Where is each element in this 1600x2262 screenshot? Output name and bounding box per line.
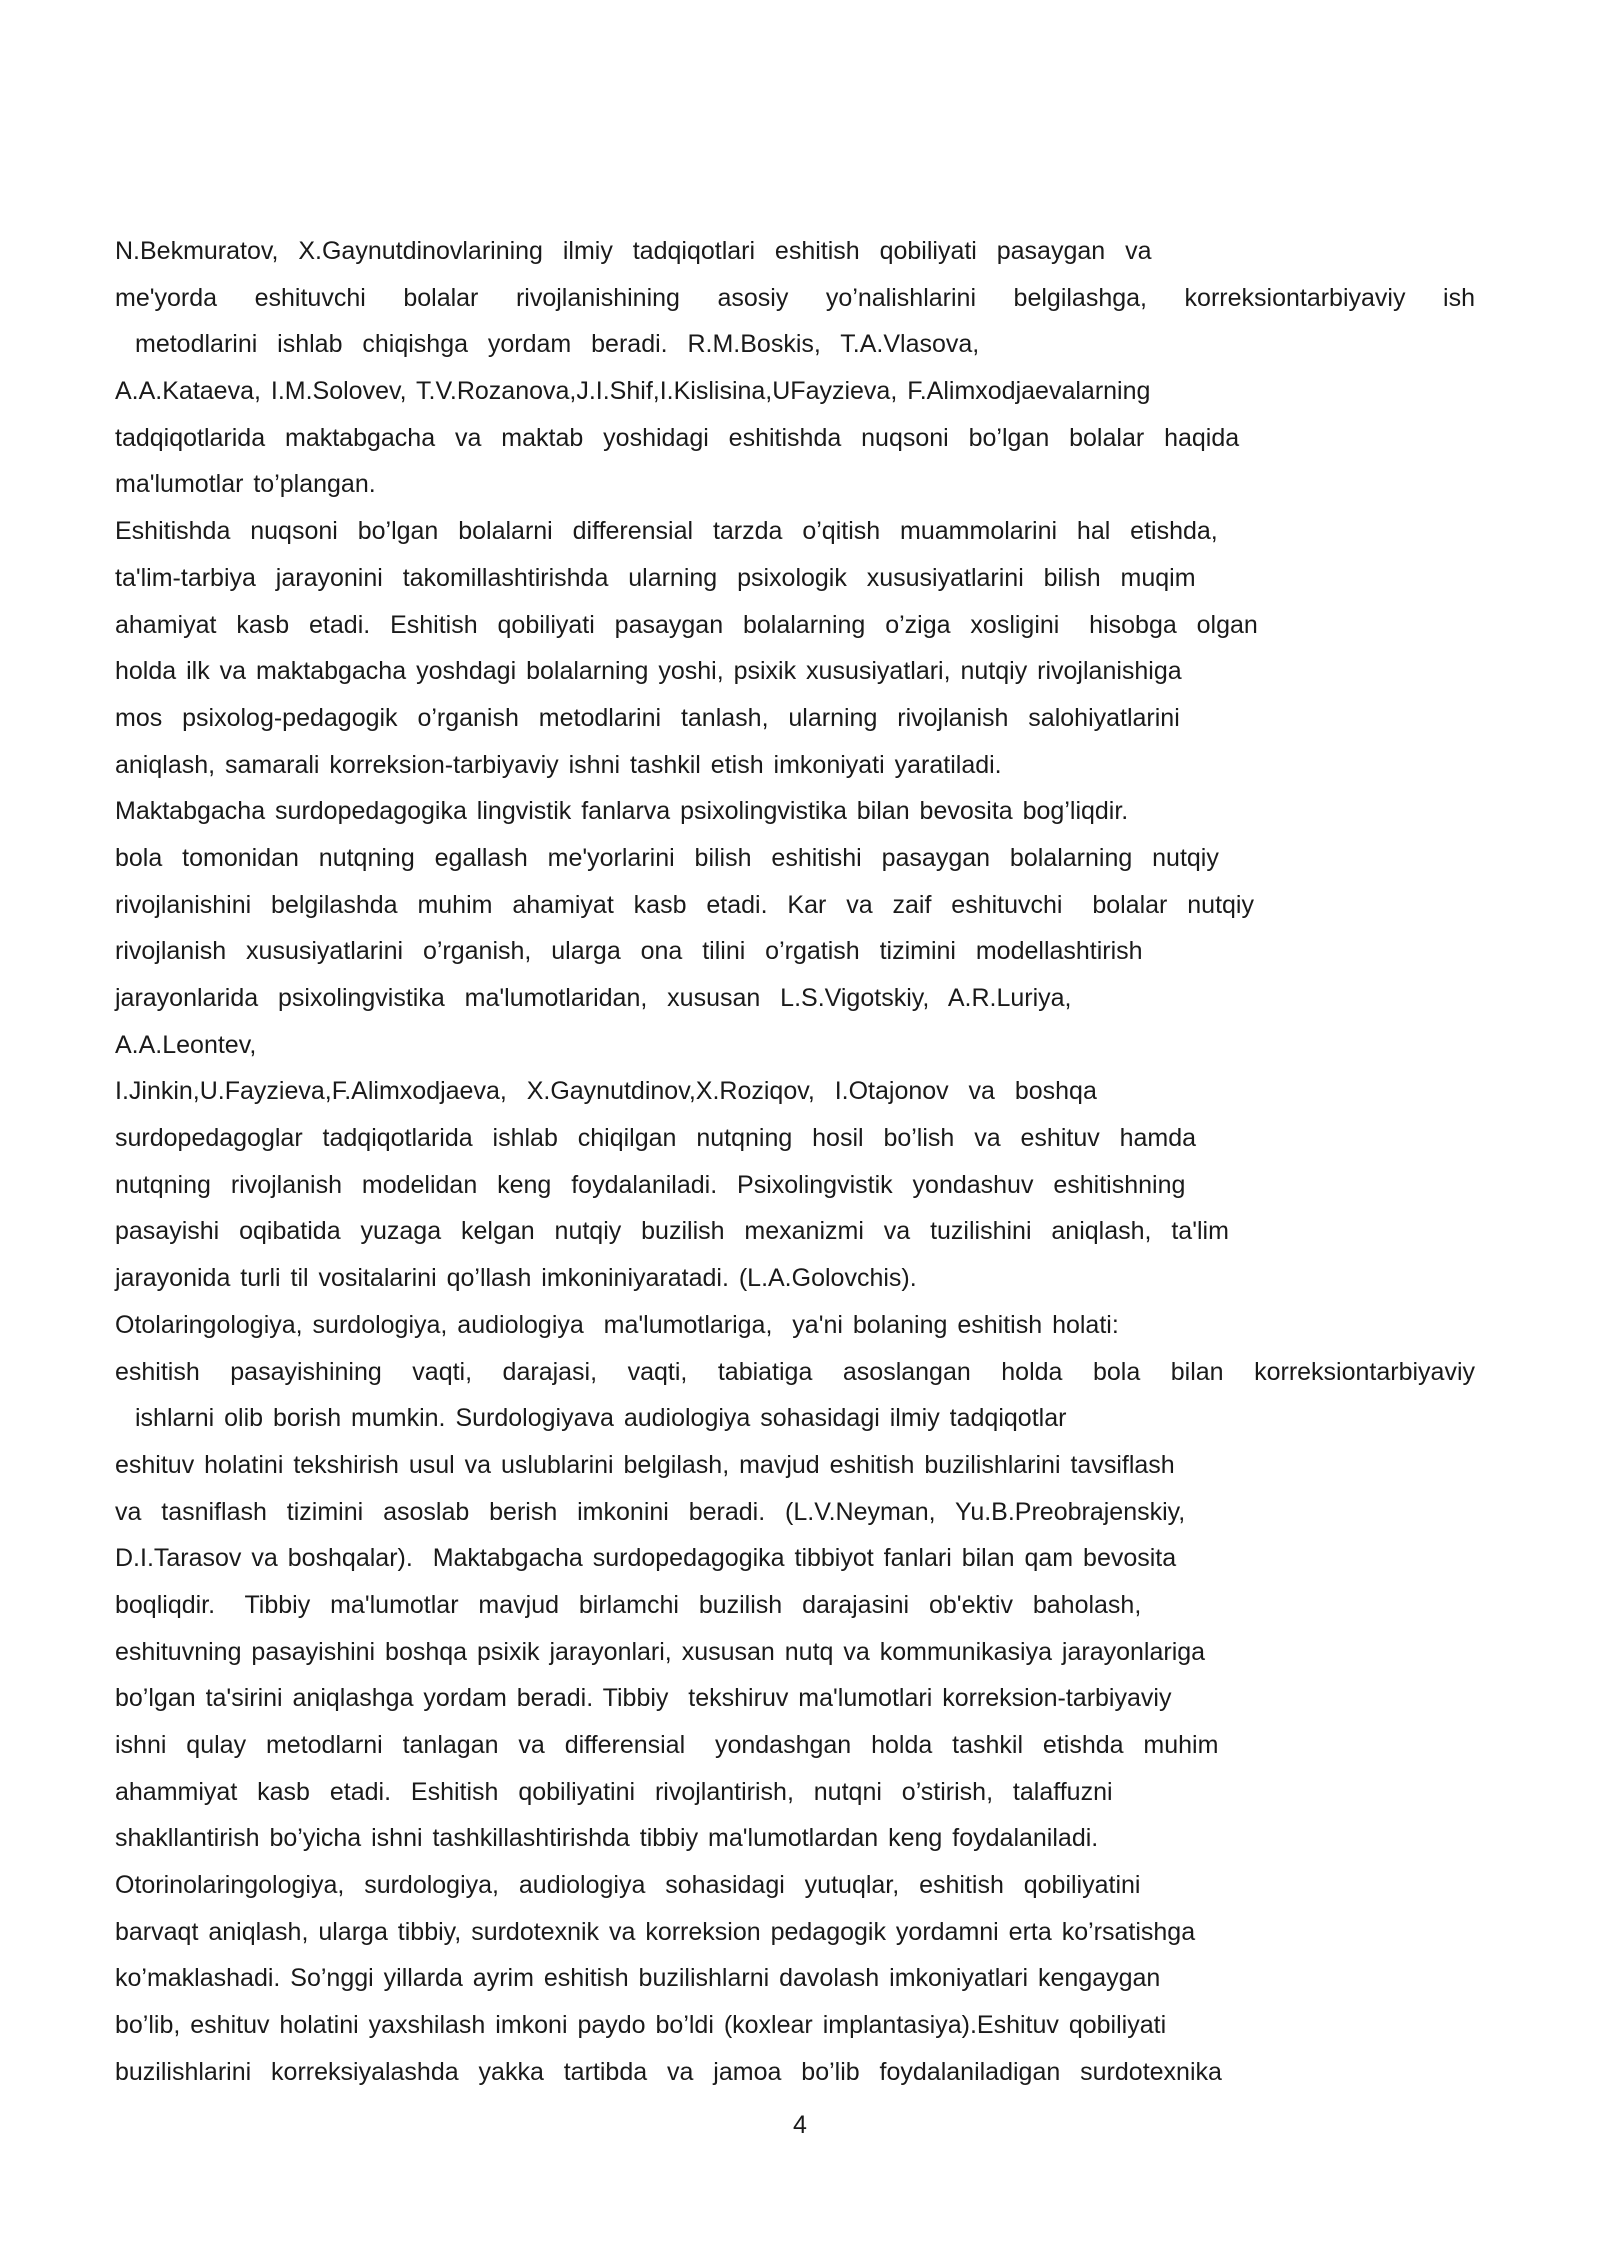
- text-line: Maktabgacha surdopedagogika lingvistik fanlarva psixolingvistika bilan bevosita bog’liqdir.: [115, 797, 1129, 826]
- text-line: buzilishlarini korreksiyalashda yakka tartibda va jamoa bo’lib foydalaniladigan surdotexnika: [115, 2057, 1222, 2086]
- text-line: me'yorda eshituvchi bolalar rivojlanishining asosiy yo’nalishlarini belgilashga, korreksiontarbiyaviy ish: [115, 283, 1475, 312]
- body-text: [115, 228, 1475, 2096]
- text-line: eshituv holatini tekshirish usul va uslublarini belgilash, mavjud eshitish buzilishlarini tavsiflash: [115, 1450, 1175, 1479]
- text-line: eshitish pasayishining vaqti, darajasi, vaqti, tabiatiga asoslangan holda bola bilan korreksiontarbiyaviy: [115, 1357, 1475, 1386]
- text-line: bola tomonidan nutqning egallash me'yorlarini bilish eshitishi pasaygan bolalarning nutqiy: [115, 843, 1219, 872]
- text-line: rivojlanish xususiyatlarini o’rganish, ularga ona tilini o’rgatish tizimini modellashtirish: [115, 937, 1143, 966]
- text-line: Eshitishda nuqsoni bo’lgan bolalarni differensial tarzda o’qitish muammolarini hal etishda,: [115, 517, 1218, 546]
- text-line: boqliqdir. Tibbiy ma'lumotlar mavjud birlamchi buzilish darajasini ob'ektiv baholash,: [115, 1590, 1142, 1619]
- text-line: ishlarni olib borish mumkin. Surdologiyava audiologiya sohasidagi ilmiy tadqiqotlar: [135, 1404, 1067, 1433]
- text-line: rivojlanishini belgilashda muhim ahamiyat kasb etadi. Kar va zaif eshituvchi bolalar nutqiy: [115, 890, 1254, 919]
- text-line: D.I.Tarasov va boshqalar). Maktabgacha surdopedagogika tibbiyot fanlari bilan qam bevosita: [115, 1544, 1177, 1573]
- text-line: va tasniflash tizimini asoslab berish imkonini beradi. (L.V.Neyman, Yu.B.Preobrajenskiy,: [115, 1497, 1186, 1526]
- text-line: holda ilk va maktabgacha yoshdagi bolalarning yoshi, psixik xususiyatlari, nutqiy rivojlanishiga: [115, 657, 1182, 686]
- text-line: A.A.Kataeva, I.M.Solovev, T.V.Rozanova,J.I.Shif,I.Kislisina,UFayzieva, F.Alimxodjaevalarning: [115, 377, 1151, 406]
- text-line: jarayonida turli til vositalarini qo’llash imkoniniyaratadi. (L.A.Golovchis).: [115, 1264, 917, 1293]
- text-line: I.Jinkin,U.Fayzieva,F.Alimxodjaeva, X.Gaynutdinov,X.Roziqov, I.Otajonov va boshqa: [115, 1077, 1097, 1106]
- text-line: mos psixolog-pedagogik o’rganish metodlarini tanlash, ularning rivojlanish salohiyatlarini: [115, 703, 1180, 732]
- text-line: tadqiqotlarida maktabgacha va maktab yoshidagi eshitishda nuqsoni bo’lgan bolalar haqida: [115, 423, 1240, 452]
- text-line: Otolaringologiya, surdologiya, audiologiya ma'lumotlariga, ya'ni bolaning eshitish holati:: [115, 1310, 1119, 1339]
- text-line: N.Bekmuratov, X.Gaynutdinovlarining ilmiy tadqiqotlari eshitish qobiliyati pasaygan va: [115, 237, 1152, 265]
- text-line: Otorinolaringologiya, surdologiya, audiologiya sohasidagi yutuqlar, eshitish qobiliyatini: [115, 1871, 1141, 1900]
- text-line: ma'lumotlar to’plangan.: [115, 470, 376, 499]
- text-line: ko’maklashadi. So’nggi yillarda ayrim eshitish buzilishlarni davolash imkoniyatlari kengaygan: [115, 1964, 1161, 1993]
- text-line: ahammiyat kasb etadi. Eshitish qobiliyatini rivojlantirish, nutqni o’stirish, talaffuzni: [115, 1777, 1113, 1806]
- text-line: barvaqt aniqlash, ularga tibbiy, surdotexnik va korreksion pedagogik yordamni erta ko’rsatishga: [115, 1917, 1196, 1946]
- text-line: jarayonlarida psixolingvistika ma'lumotlaridan, xususan L.S.Vigotskiy, A.R.Luriya,: [115, 984, 1072, 1012]
- text-line: aniqlash, samarali korreksion-tarbiyaviy ishni tashkil etish imkoniyati yaratiladi.: [115, 750, 1002, 779]
- text-line: ta'lim-tarbiya jarayonini takomillashtirishda ularning psixologik xususiyatlarini bilish muqim: [115, 563, 1196, 592]
- text-line: eshituvning pasayishini boshqa psixik jarayonlari, xususan nutq va kommunikasiya jarayonlariga: [115, 1637, 1206, 1666]
- text-line: ishni qulay metodlarni tanlagan va differensial yondashgan holda tashkil etishda muhim: [115, 1731, 1219, 1759]
- text-line: metodlarini ishlab chiqishga yordam beradi. R.M.Boskis, T.A.Vlasova,: [135, 330, 980, 359]
- text-line: shakllantirish bo’yicha ishni tashkillashtirishda tibbiy ma'lumotlardan keng foydalaniladi.: [115, 1824, 1099, 1853]
- text-line: pasayishi oqibatida yuzaga kelgan nutqiy buzilish mexanizmi va tuzilishini aniqlash, ta'lim: [115, 1217, 1229, 1246]
- page-number: 4: [793, 2111, 807, 2139]
- text-line: bo’lib, eshituv holatini yaxshilash imkoni paydo bo’ldi (koxlear implantasiya).Eshituv qobiliyati: [115, 2011, 1167, 2040]
- text-line: surdopedagoglar tadqiqotlarida ishlab chiqilgan nutqning hosil bo’lish va eshituv hamda: [115, 1124, 1197, 1153]
- text-line: A.A.Leontev,: [115, 1030, 257, 1059]
- text-line: ahamiyat kasb etadi. Eshitish qobiliyati pasaygan bolalarning o’ziga xosligini hisobga olgan: [115, 610, 1258, 639]
- text-line: bo’lgan ta'sirini aniqlashga yordam beradi. Tibbiy tekshiruv ma'lumotlari korreksion-tarbiyaviy: [115, 1684, 1172, 1713]
- text-line: nutqning rivojlanish modelidan keng foydalaniladi. Psixolingvistik yondashuv eshitishning: [115, 1170, 1186, 1199]
